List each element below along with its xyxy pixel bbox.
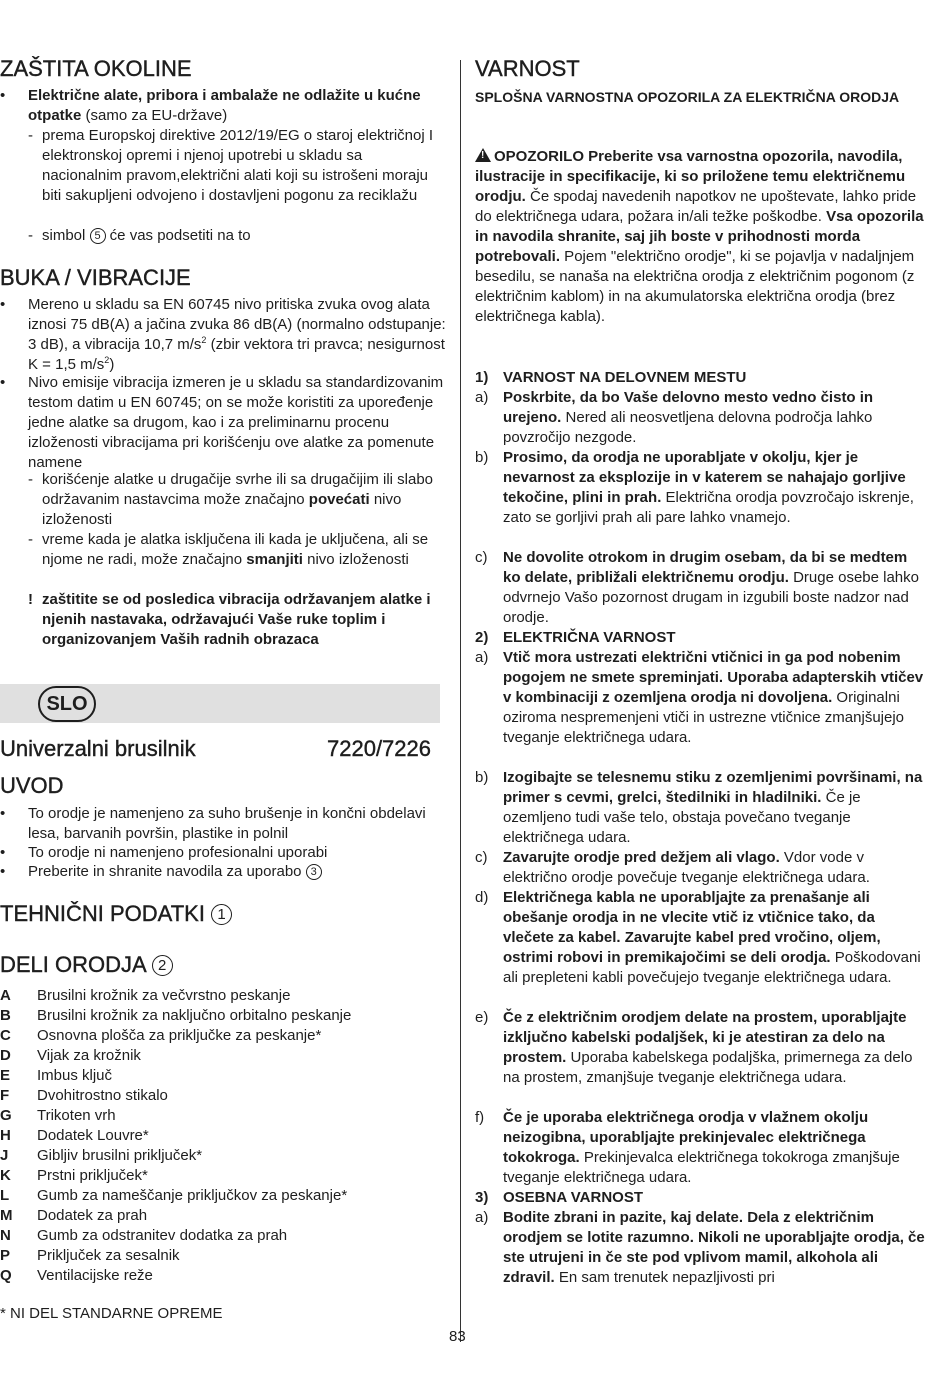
- superscript: 2: [201, 335, 207, 345]
- item-s2b: [503, 768, 925, 848]
- part-letter: F: [0, 1087, 10, 1104]
- env-dash2: [42, 226, 446, 246]
- part-letter: L: [0, 1187, 10, 1204]
- noise-b1-end: ): [109, 356, 115, 373]
- env-bullet: [28, 86, 446, 126]
- item-bold: Prosimo, da orodja ne uporabljate v okolju, kjer je nevarnost za eksplozije in v katerem se nahajajo gorljive tekočine, plini in prah.: [503, 449, 906, 506]
- part-name: Dodatek Louvre*: [37, 1127, 149, 1144]
- item-letter: a): [475, 389, 489, 406]
- section-title-workplace: VARNOST NA DELOVNEM MESTU: [503, 369, 747, 386]
- env-bullet-bold: Električne alate, pribora i ambalaže ne odlažite u kućne otpatke: [28, 87, 421, 124]
- column-divider: [460, 60, 461, 1342]
- part-letter: D: [0, 1047, 11, 1064]
- part-name: Brusilni krožnik za večvrstno peskanje: [37, 987, 291, 1004]
- item-bold: Ne dovolite otrokom in drugim osebam, da bi se medtem ko delate, približali električnemu orodju.: [503, 549, 908, 586]
- bullet: •: [0, 805, 6, 822]
- item-letter: d): [475, 889, 489, 906]
- env-bullet-rest: (samo za EU-države): [81, 107, 228, 124]
- item-bold: Če z električnim orodjem delate na prostem, uporabljajte izključno kabelski podaljšek, ki je atestiran za delo na prostem.: [503, 1009, 907, 1066]
- product-model: 7220/7226: [327, 736, 431, 761]
- item-s1c: [503, 548, 925, 628]
- noise-bullet2: Nivo emisije vibracija izmeren je u skladu sa standardizovanim testom datim u EN 60745; on se može koristiti za upoređenje jedne alatke sa drugom, kao i za preliminarnu procenu izloženosti vibracijama pri korišćenju ove alatke za pomenute namene: [28, 374, 444, 471]
- circled-number: 1: [211, 904, 232, 925]
- noise-dash2: [42, 530, 446, 570]
- warning-paragraph: [475, 147, 925, 327]
- noise-title: BUKA / VIBRACIJE: [0, 265, 191, 290]
- noise-b1-mid: (zbir vektora tri pravca; nesigurnost K = 1,5 m/s: [28, 336, 445, 373]
- safety-subtitle: SPLOŠNA VARNOSTNA OPOZORILA ZA ELEKTRIČNA ORODJA: [475, 89, 900, 105]
- noise-d2-bold: smanjiti: [246, 551, 303, 568]
- env-dash1: prema Europskoj direktive 2012/19/EG o staroj električnoj I elektronskoj opremi i njenoj upotrebi u skladu sa nacionalnim pravom,električni alati koji su istrošeni moraju biti sakupljeni odvojeno i dostavljeni pogonu za reciklažu: [42, 127, 434, 204]
- item-letter: b): [475, 769, 489, 786]
- part-name: Ventilacijske reže: [37, 1267, 153, 1284]
- part-letter: Q: [0, 1267, 12, 1284]
- item-text: Vdor vode v električno orodje povečuje tveganje električnega udara.: [503, 849, 870, 886]
- item-text: Električna orodja povzročajo iskrenje, zato se gorljivi prah ali pare lahko vnamejo.: [503, 489, 914, 526]
- item-letter: c): [475, 549, 488, 566]
- part-name: Prstni priključek*: [37, 1167, 148, 1184]
- intro-bullet3: [28, 862, 446, 882]
- superscript: 2: [104, 355, 110, 365]
- part-name: Priključek za sesalnik: [37, 1247, 180, 1264]
- item-text: Originalni oziroma nespremenjeni vtiči in ustrezne vtičnice zmanjšujejo tveganje električnega udara.: [503, 689, 905, 746]
- bullet: •: [0, 87, 6, 104]
- item-bold: Če je uporaba električnega orodja v vlažnem okolju neizogibna, uporabljajte prekinjevalec električnega tokokroga.: [503, 1109, 869, 1166]
- item-text: En sam trenutek nepazljivosti pri: [554, 1269, 775, 1286]
- noise-dash1: [42, 470, 446, 530]
- env-dash2-post: će vas podsetiti na to: [105, 227, 251, 244]
- section-number: 2): [475, 629, 489, 646]
- intro-b3-pre: Preberite in shranite navodila za uporabo: [28, 863, 306, 880]
- section-number: 1): [475, 369, 489, 386]
- part-letter: K: [0, 1167, 11, 1184]
- warning-bold2: Vsa opozorila in navodila shranite, saj jih boste v prihodnosti morda potrebovali.: [475, 208, 924, 265]
- safety-title: VARNOST: [475, 56, 580, 81]
- item-bold: Poskrbite, da bo Vaše delovno mesto vedno čisto in urejeno.: [503, 389, 874, 426]
- product-name: Univerzalni brusilnik: [0, 736, 196, 761]
- noise-d1-post: nivo izloženosti: [42, 491, 402, 528]
- warning-text1: Če spodaj navedenih napotkov ne upoštevate, lahko pride do električnega udara, požara in/ali težke poškodbe.: [475, 188, 917, 225]
- part-letter: G: [0, 1107, 12, 1124]
- item-s3a: [503, 1208, 925, 1288]
- item-text: Če je ozemljeno tudi vaše telo, obstaja povečano tveganje električnega udara.: [503, 789, 861, 846]
- item-bold: Izogibajte se telesnemu stiku z ozemljenimi površinami, na primer s cevmi, grelci, štedilniki in hladilniki.: [503, 769, 923, 806]
- part-name: Osnovna plošča za priključke za peskanje*: [37, 1027, 322, 1044]
- part-name: Brusilni krožnik za naključno orbitalno peskanje: [37, 1007, 352, 1024]
- item-text: Druge osebe lahko odvrnejo Vašo pozornost drugam in izgubili boste nadzor nad orodje.: [503, 569, 919, 626]
- bullet: •: [0, 374, 6, 391]
- part-letter: M: [0, 1207, 13, 1224]
- item-s2c: [503, 848, 925, 888]
- footnote: * NI DEL STANDARNE OPREME: [0, 1305, 223, 1322]
- warning-icon: !: [475, 148, 491, 162]
- part-name: Dvohitrostno stikalo: [37, 1087, 168, 1104]
- item-text: Poškodovani ali prepleteni kabli povečujejo tveganje električnega udara.: [503, 949, 921, 986]
- part-name: Gumb za odstranitev dodatka za prah: [37, 1227, 288, 1244]
- circled-number: 2: [152, 955, 173, 976]
- dash: -: [28, 471, 33, 488]
- part-name: Trikoten vrh: [37, 1107, 116, 1124]
- noise-d2-post: nivo izloženosti: [302, 551, 409, 568]
- exclamation-mark: !: [28, 591, 33, 608]
- noise-b1-pre: Mereno u skladu sa EN 60745 nivo pritiska zvuka ovog alata iznosi 75 dB(A) a jačina zvuka 86 dB(A) (normalno odstupanje: 3 dB), a vibracija 10,7 m/s: [28, 296, 446, 353]
- item-bold: Električnega kabla ne uporabljajte za prenašanje ali obešanje orodja in ne vlecite vtič iz vtičnice tako, da vlečete za kabel. Zavarujte kabel pred vročino, oljem, ostrimi robovi in premikajočimi se deli orodja.: [503, 889, 881, 966]
- part-name: Gibljiv brusilni priključek*: [37, 1147, 203, 1164]
- noise-d2-pre: vreme kada je alatka isključena ili kada je uključena, ali se njome ne radi, može značajno: [42, 531, 429, 568]
- parts-title: [0, 952, 173, 978]
- item-s2d: [503, 888, 925, 988]
- tech-title-text: TEHNIČNI PODATKI: [0, 901, 205, 926]
- part-name: Dodatek za prah: [37, 1207, 148, 1224]
- item-text: Prekinjevalca električnega tokokroga zmanjšuje tveganje električnega udara.: [503, 1149, 900, 1186]
- intro-bullet1: To orodje je namenjeno za suho brušenje in končni obdelavi lesa, barvanih površin, plastike in polnil: [28, 805, 426, 842]
- env-title: ZAŠTITA OKOLINE: [0, 56, 192, 81]
- part-letter: B: [0, 1007, 11, 1024]
- noise-d1-pre: korišćenje alatke u drugačije svrhe ili sa drugačijim ili slabo održavanim nastavcima može značajno: [42, 471, 434, 508]
- dash: -: [28, 127, 33, 144]
- item-letter: c): [475, 849, 488, 866]
- dash: -: [28, 227, 33, 244]
- language-badge: SLO: [38, 686, 96, 722]
- item-letter: f): [475, 1109, 485, 1126]
- item-text: Uporaba kabelskega podaljška, primernega za delo na prostem, zmanjšuje tveganje električnega udara.: [503, 1049, 913, 1086]
- section-number: 3): [475, 1189, 489, 1206]
- item-text: Nered ali neosvetljena delovna področja lahko povzročijo nezgode.: [503, 409, 873, 446]
- section-title-personal: OSEBNA VARNOST: [503, 1189, 644, 1206]
- item-s2a: [503, 648, 925, 748]
- parts-title-text: DELI ORODJA: [0, 952, 146, 977]
- noise-excl-text: zaštitite se od posledica vibracija održavanjem alatke i njenih nastavaka, održavajući Vaše ruke toplim i organizovanjem Vaših radnih obrazaca: [42, 591, 431, 648]
- part-name: Vijak za krožnik: [37, 1047, 141, 1064]
- tech-title: [0, 901, 232, 927]
- item-s2e: [503, 1008, 925, 1088]
- part-name: Gumb za nameščanje priključkov za peskanje*: [37, 1187, 348, 1204]
- noise-bullet1: [28, 295, 446, 375]
- item-letter: e): [475, 1009, 489, 1026]
- part-name: Imbus ključ: [37, 1067, 113, 1084]
- noise-d1-bold: povećati: [308, 491, 370, 508]
- part-letter: C: [0, 1027, 11, 1044]
- bullet: •: [0, 844, 6, 861]
- intro-bullet2: To orodje ni namenjeno profesionalni uporabi: [28, 844, 328, 861]
- part-letter: H: [0, 1127, 11, 1144]
- part-letter: E: [0, 1067, 11, 1084]
- item-letter: a): [475, 1209, 489, 1226]
- section-title-electrical: ELEKTRIČNA VARNOST: [503, 629, 676, 646]
- item-s1a: [503, 388, 925, 448]
- item-bold: Zavarujte orodje pred dežjem ali vlago.: [503, 849, 780, 866]
- part-letter: N: [0, 1227, 11, 1244]
- bullet: •: [0, 863, 6, 880]
- item-letter: b): [475, 449, 489, 466]
- bullet: •: [0, 296, 6, 313]
- item-bold: Bodite zbrani in pazite, kaj delate. Dela z električnim orodjem se lotite razumno. Nikoli ne uporabljajte orodja, če ste utrujeni in če ste pod vplivom mamil, alkohola ali zdravil.: [503, 1209, 925, 1286]
- part-letter: P: [0, 1247, 11, 1264]
- circled-number: 5: [90, 228, 106, 244]
- intro-title: UVOD: [0, 773, 64, 798]
- warning-bold1: OPOZORILO Preberite vsa varnostna opozorila, navodila, ilustracije in specifikacije, ki so priložene temu električnemu orodju.: [475, 148, 906, 205]
- item-s1b: [503, 448, 925, 528]
- circled-number: 3: [306, 864, 322, 880]
- item-s2f: [503, 1108, 925, 1188]
- item-letter: a): [475, 649, 489, 666]
- warning-text2: Pojem "električno orodje", ki se pojavlja v nadaljnjem besedilu, se nanaša na električna orodja z električnim pogonom (z električnim kablom) in na akumulatorska električna orodja (brez električnega kabla).: [475, 248, 915, 325]
- env-dash2-pre: simbol: [42, 227, 90, 244]
- part-letter: J: [0, 1147, 9, 1164]
- page-number: 83: [449, 1328, 466, 1345]
- part-letter: A: [0, 987, 11, 1004]
- dash: -: [28, 531, 33, 548]
- item-bold: Vtič mora ustrezati električni vtičnici in ga pod nobenim pogojem ne smete spreminjati. Uporaba adapterskih vtičev v kombinaciji z ozemljena orodja ni dovoljena.: [503, 649, 924, 706]
